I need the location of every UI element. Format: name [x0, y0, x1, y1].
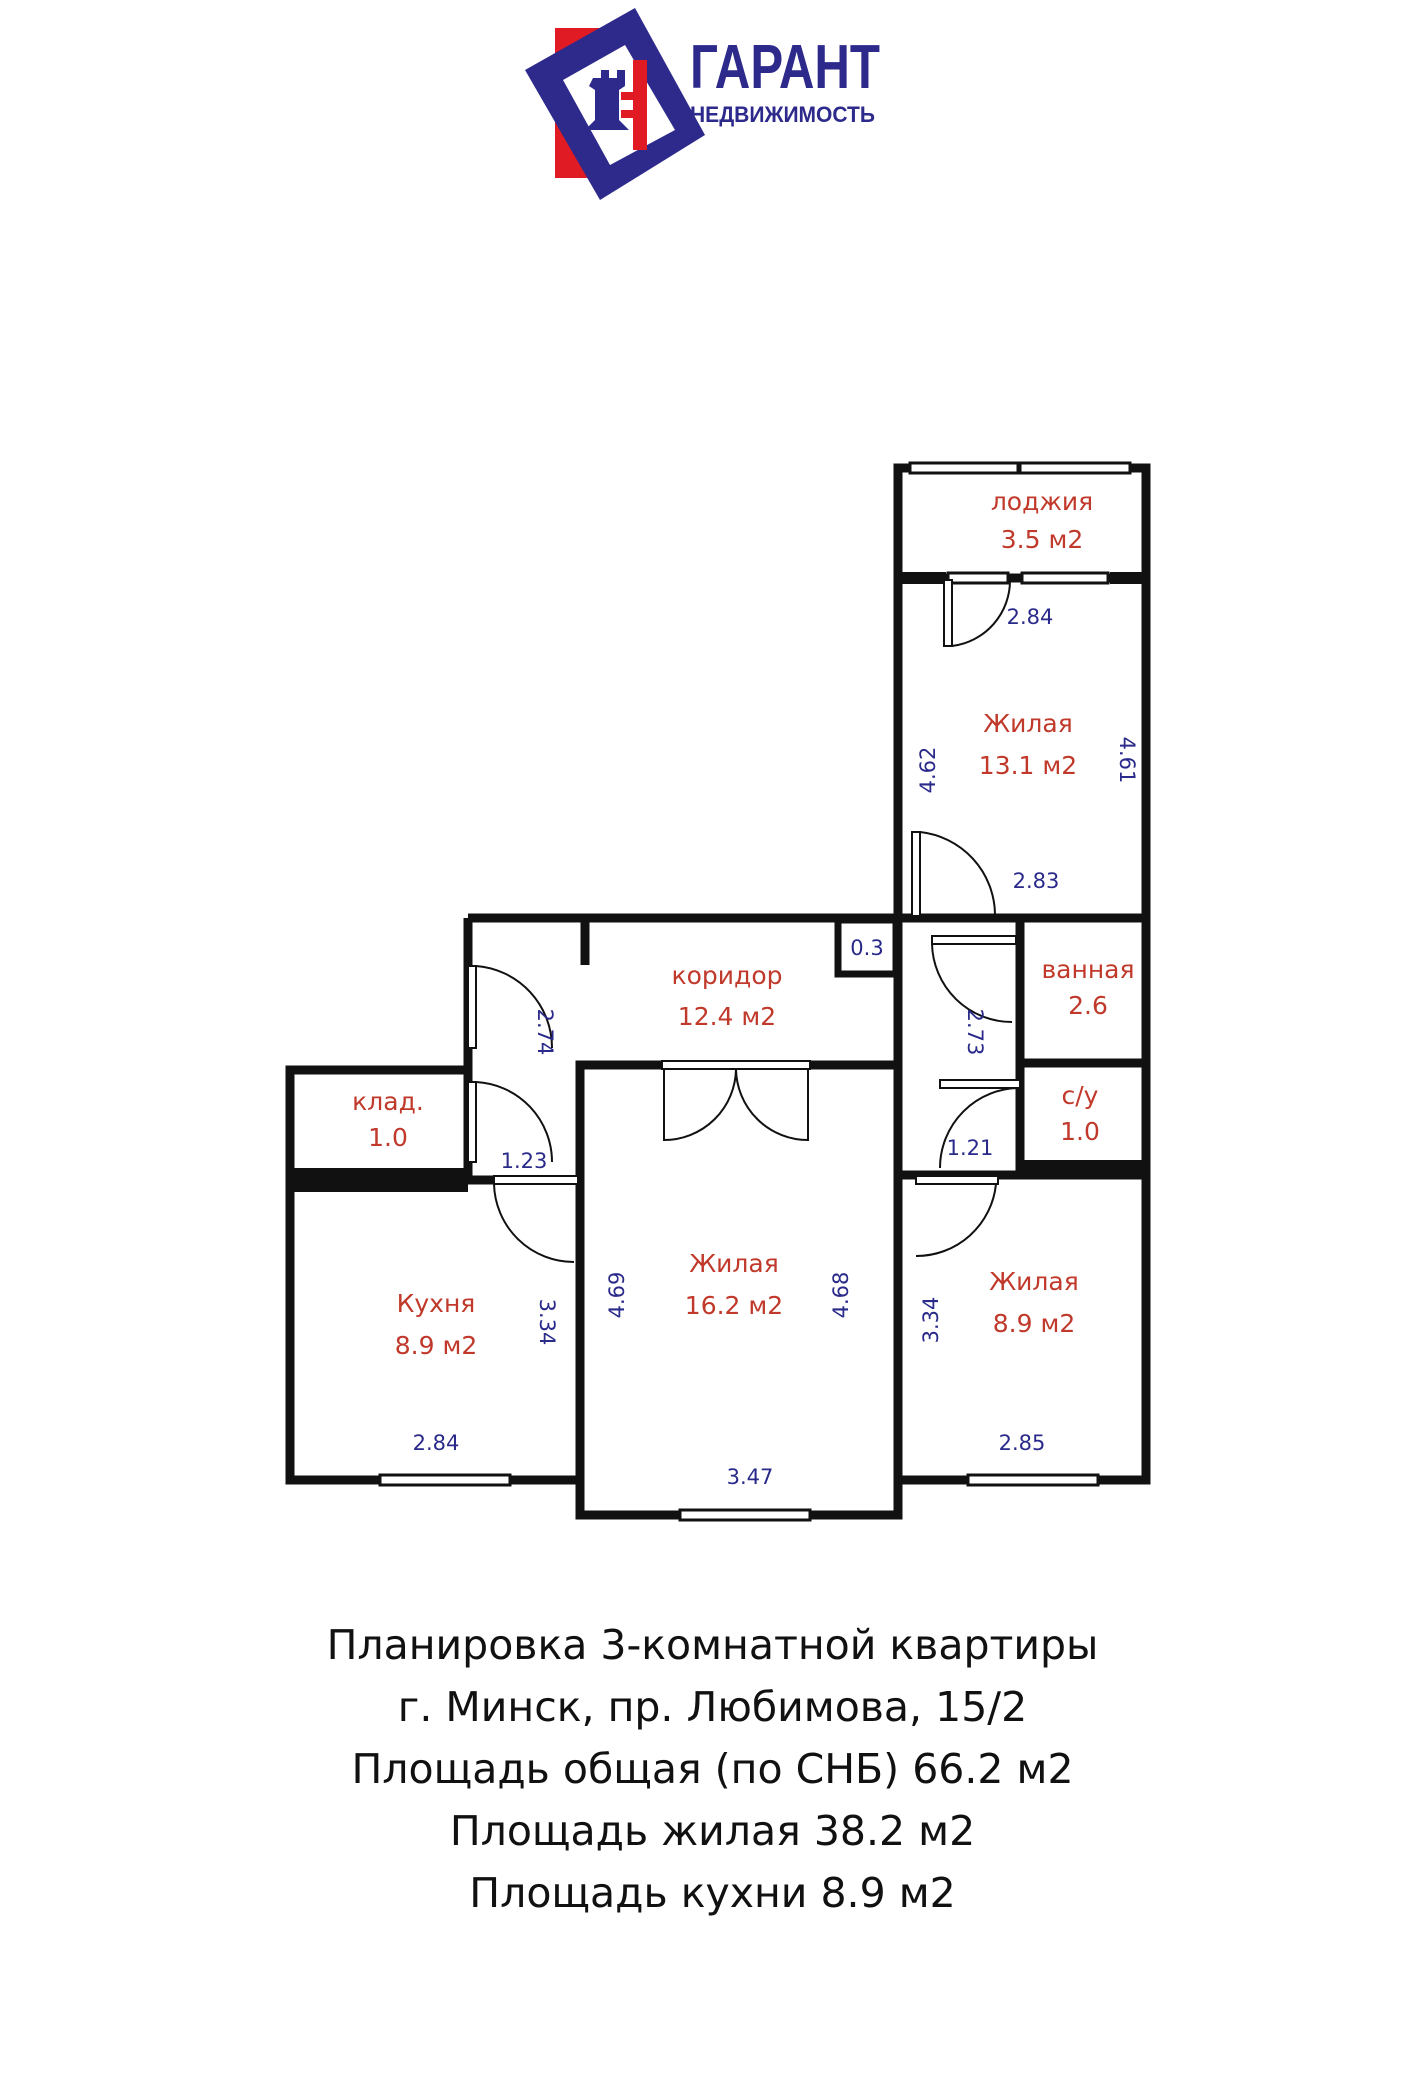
room-name-living-center: Жилая — [689, 1249, 779, 1278]
room-name-living-top: Жилая — [983, 709, 1073, 738]
dim-corridor-left-height: 2.74 — [533, 1008, 557, 1056]
dim-top-room-height-left: 4.62 — [916, 746, 940, 794]
dim-top-room-width-bottom: 2.83 — [1012, 869, 1060, 893]
dim-center-width: 3.47 — [726, 1465, 774, 1489]
room-area-living-right: 8.9 м2 — [992, 1309, 1076, 1338]
room-name-bathroom: ванная — [1041, 955, 1135, 984]
room-area-living-center: 16.2 м2 — [684, 1291, 784, 1320]
dim-right-room-height: 3.34 — [919, 1296, 943, 1344]
room-area-bathroom: 2.6 — [1068, 991, 1108, 1020]
caption-address: г. Минск, пр. Любимова, 15/2 — [397, 1683, 1028, 1731]
dim-niche: 0.3 — [850, 936, 884, 960]
logo-subtitle-text: НЕДВИЖИМОСТЬ — [690, 102, 876, 127]
dim-kitchen-height: 3.34 — [535, 1298, 559, 1346]
dim-center-height-left: 4.69 — [605, 1271, 629, 1319]
room-name-corridor: коридор — [671, 961, 783, 990]
dim-top-room-width-top: 2.84 — [1006, 605, 1054, 629]
caption-kitchen-area: Площадь кухни 8.9 м2 — [469, 1869, 956, 1917]
logo-brand-text: ГАРАНТ — [690, 33, 881, 102]
room-area-corridor: 12.4 м2 — [677, 1002, 777, 1031]
room-name-storage: клад. — [352, 1087, 424, 1116]
room-area-loggia: 3.5 м2 — [1000, 525, 1084, 554]
caption-title: Планировка 3-комнатной квартиры — [326, 1621, 1099, 1669]
dim-top-room-height-right: 4.61 — [1115, 736, 1139, 784]
room-name-kitchen: Кухня — [396, 1289, 476, 1318]
dim-kitchen-door-width: 1.23 — [500, 1149, 548, 1173]
dim-center-height-right: 4.68 — [829, 1271, 853, 1319]
room-name-loggia: лоджия — [990, 487, 1094, 516]
room-area-wc: 1.0 — [1060, 1117, 1100, 1146]
room-area-storage: 1.0 — [368, 1123, 408, 1152]
room-name-wc: с/у — [1061, 1081, 1099, 1110]
caption-living-area: Площадь жилая 38.2 м2 — [449, 1807, 976, 1855]
dim-right-door-width: 1.21 — [946, 1136, 994, 1160]
caption-total-area: Площадь общая (по СНБ) 66.2 м2 — [351, 1745, 1074, 1793]
dim-kitchen-width: 2.84 — [412, 1431, 460, 1455]
room-area-kitchen: 8.9 м2 — [394, 1331, 478, 1360]
dim-right-room-width: 2.85 — [998, 1431, 1046, 1455]
room-area-living-top: 13.1 м2 — [978, 751, 1078, 780]
room-name-living-right: Жилая — [989, 1267, 1079, 1296]
dim-corridor-right-height: 2.73 — [963, 1008, 987, 1056]
